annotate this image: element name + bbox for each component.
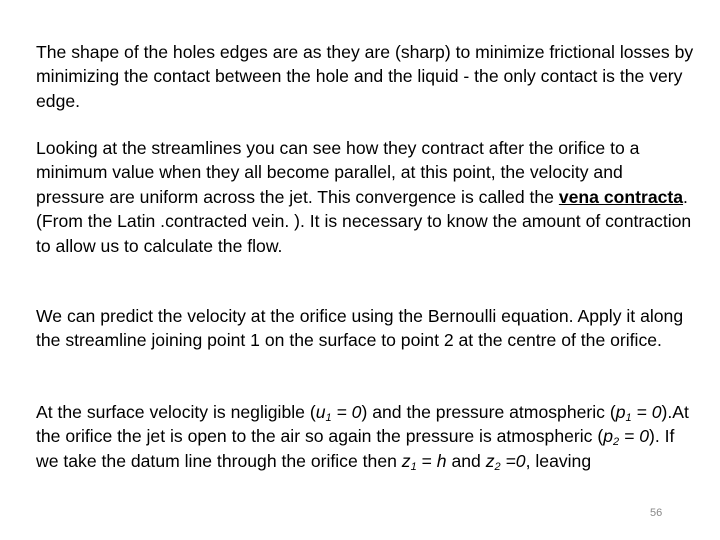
- p4-text: and: [446, 450, 486, 471]
- p4-text: At the surface velocity is negligible (: [36, 402, 316, 422]
- var-p1-letter: p: [615, 402, 626, 422]
- var-u: [316, 402, 362, 422]
- var-p1-sub: 1: [625, 412, 632, 424]
- var-z2-eq: =0: [500, 450, 526, 471]
- var-p2-sub: 2: [613, 436, 620, 449]
- p2-text-after: . (From the Latin .contracted vein. ). It is necessary to know the amount of contraction to allow us to calculate the flow.: [36, 186, 692, 256]
- page-number: 56: [650, 507, 663, 519]
- var-u-eq: = 0: [331, 402, 362, 422]
- term-vena-contracta: vena contracta: [558, 186, 684, 207]
- paragraph-sharp-edges: The shape of the holes edges are as they are (sharp) to minimize frictional losses by minimizing the contact between the hole and the liquid - the only contact is the very edge.: [36, 42, 694, 111]
- var-p1-eq: = 0: [631, 402, 662, 422]
- p4-text: ) and the pressure atmospheric (: [361, 402, 616, 422]
- var-p2-letter: p: [603, 426, 614, 447]
- p4-text: ). If we take the datum line through the orifice then: [36, 426, 675, 471]
- var-u-letter: u: [315, 402, 326, 422]
- var-h: h: [436, 450, 447, 471]
- var-z1-letter: z: [401, 450, 411, 471]
- paragraph-boundary-conditions: [36, 400, 696, 473]
- var-p2: [603, 426, 649, 449]
- paragraph-vena-contracta: [36, 136, 696, 258]
- var-z1-sub: 1: [410, 460, 417, 473]
- var-u-sub: 1: [325, 412, 332, 424]
- var-p2-eq: = 0: [619, 426, 649, 447]
- p4-text: =: [416, 450, 437, 471]
- var-z2-letter: z: [485, 450, 495, 471]
- var-z1: [402, 451, 417, 471]
- p2-text-before: Looking at the streamlines you can see how they contract after the orifice to a minimum value when they all become parallel, at this point, the velocity and pressure are uniform across the jet. This convergence is called the: [36, 138, 640, 207]
- paragraph-bernoulli: We can predict the velocity at the orifice using the Bernoulli equation. Apply it along the streamline joining point 1 on the surface to point 2 at the centre of the orifice.: [36, 306, 684, 351]
- var-p1: [616, 402, 662, 422]
- var-z2-sub: 2: [494, 460, 501, 473]
- p4-text: , leaving: [525, 450, 592, 471]
- p4-text: ).At the orifice the jet is open to the air so again the pressure is atmospheric (: [36, 402, 689, 447]
- var-z2: [486, 451, 526, 471]
